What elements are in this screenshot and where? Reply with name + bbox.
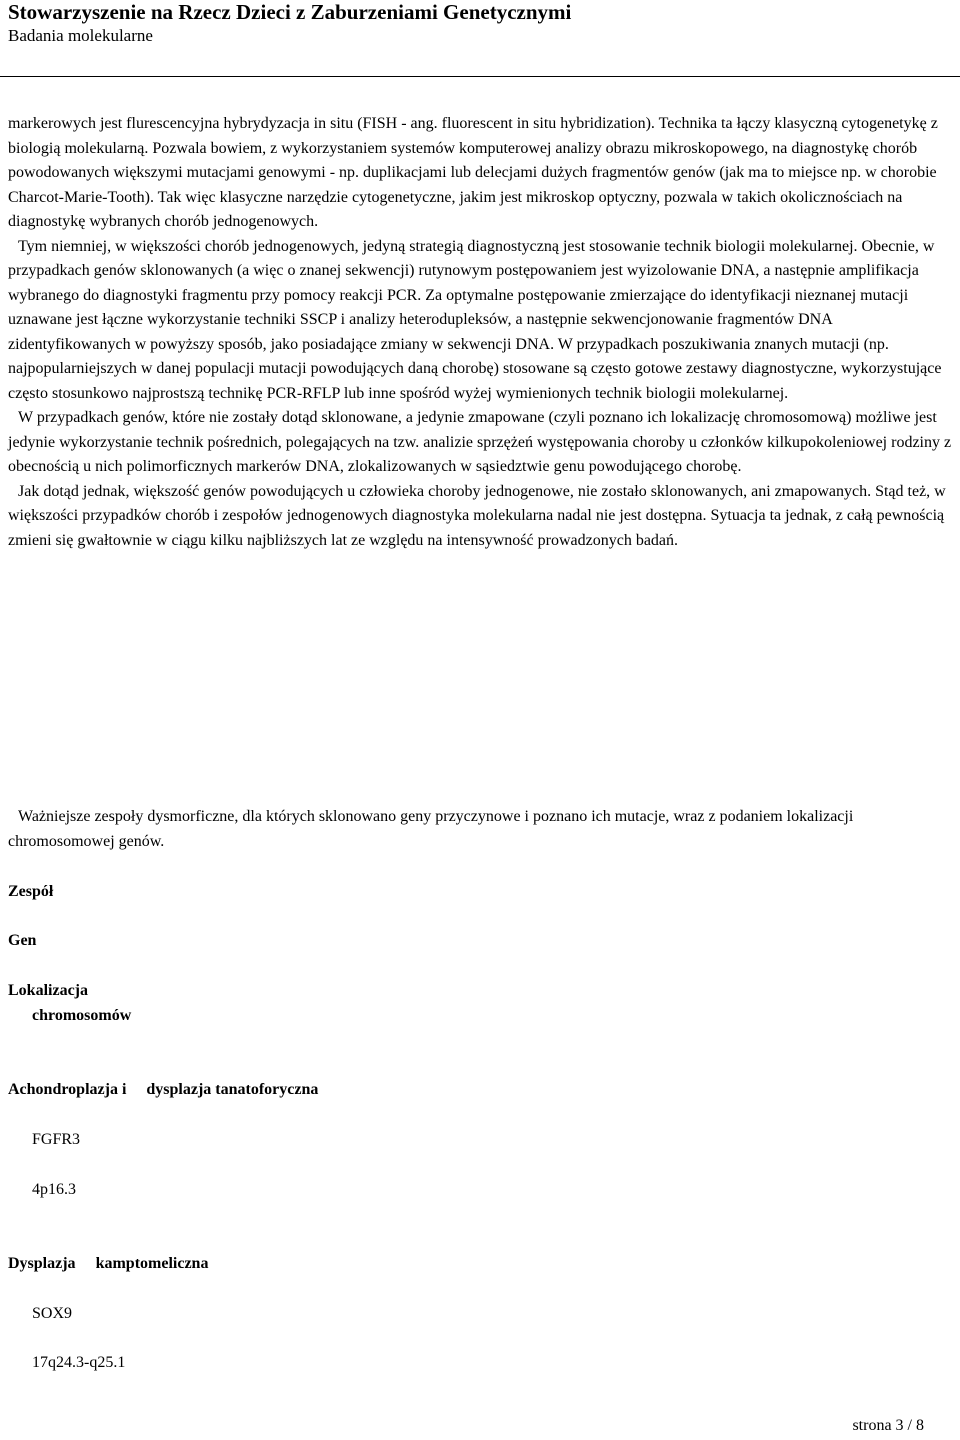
paragraph-1: markerowych jest flurescencyjna hybrydyzacja in situ (FISH - ang. fluorescent in situ hybridization). Technika ta łączy klasyczną cytogenetykę z biologią molekularną. Pozwala bowiem, z wykorzystaniem systemów komputerowej analizy obrazu mikroskopowego, na diagnostykę chorób powodowanych większymi mutacjami genowymi - np. duplikacjami lub delecjami dużych fragmentów genów (jak ma to miejsce np. w chorobie Charcot-Marie-Tooth). Tak więc klasyczne narzędzie cytogenetyczne, jakim jest mikroskop optyczny, pozwala w takich okolicznościach na diagnostykę wybranych chorób jednogenowych.	[8, 115, 938, 230]
paragraph-3: W przypadkach genów, które nie zostały dotąd sklonowane, a jedynie zmapowane (czyli poznano ich lokalizację chromosomową) możliwe jest jedynie wykorzystanie technik pośrednich, polegających na tzw. analizie sprzężeń występowania choroby u członków kilkupokoleniowej rodziny z obecnością u nich polimorficznych markerów DNA, zlokalizowanych w sąsiedztwie genu powodującego chorobę.	[8, 409, 952, 475]
row-2-syndrome-part1: Dysplazja	[8, 1255, 76, 1272]
header-divider	[0, 76, 960, 77]
row-2-location: 17q24.3-q25.1	[32, 1354, 126, 1371]
article-body	[8, 112, 952, 553]
paragraph-2: Tym niemniej, w większości chorób jednogenowych, jedyną strategią diagnostyczną jest stosowanie technik biologii molekularnej. Obecnie, w przypadkach genów sklonowanych (a więc o znanej sekwencji) rutynowym postępowaniem jest wyizolowanie DNA, a następnie amplifikacja wybranego do diagnostyki fragmentu przy pomocy reakcji PCR. Za optymalne postępowanie zmierzające do identyfikacji nieznanej mutacji uznawane jest łączne wykorzystanie techniki SSCP i analizy heterodupleksów, a następnie sekwencjonowanie fragmentów DNA zidentyfikowanych w powyższy sposób, jako posiadające zmiany w sekwencji DNA. W przypadkach poszukiwania znanych mutacji (np. najpopularniejszych w danej populacji mutacji powodujących daną chorobę) stosowane są często gotowe zestawy diagnostyczne, wykorzystujące często stosunkowo najprostszą technikę PCR-RFLP lub inne spośród wyżej wymienionych technik biologii molekularnej.	[8, 237, 942, 402]
column-header-syndrome: Zespół	[8, 883, 54, 900]
column-header-location-line2: chromosomów	[32, 1006, 132, 1024]
page-number: strona 3 / 8	[852, 1417, 924, 1434]
column-header-gene: Gen	[8, 932, 37, 949]
paragraph-4: Jak dotąd jednak, większość genów powodujących u człowieka choroby jednogenowe, nie zostało sklonowanych, ani zmapowanych. Stąd też, w większości przypadków chorób i zespołów jednogenowych diagnostyka molekularna nadal nie jest dostępna. Sytuacja ta jednak, z całą pewnością zmieni się gwałtownie w ciągu kilku najbliższych lat ze względu na intensywność prowadzonych badań.	[8, 482, 946, 549]
row-1-syndrome-part2: dysplazja tanatoforyczna	[146, 1081, 319, 1098]
row-1-location: 4p16.3	[32, 1181, 76, 1198]
row-1-gene: FGFR3	[32, 1131, 81, 1148]
column-header-location-line1: Lokalizacja	[8, 982, 88, 999]
column-header-location	[8, 979, 952, 1028]
organization-title: Stowarzyszenie na Rzecz Dzieci z Zaburzeniami Genetycznymi	[8, 0, 572, 24]
page-header	[8, 0, 952, 48]
row-1-syndrome-part1: Achondroplazja i	[8, 1081, 127, 1098]
table-intro: Ważniejsze zespoły dysmorficzne, dla których sklonowano geny przyczynowe i poznano ich mutacje, wraz z podaniem lokalizacji chromosomowej genów.	[8, 808, 854, 850]
row-1-syndrome	[8, 1078, 952, 1103]
row-2-gene: SOX9	[32, 1305, 73, 1322]
row-2-syndrome	[8, 1252, 952, 1277]
section-subtitle: Badania molekularne	[8, 26, 153, 45]
row-2-syndrome-part2: kamptomeliczna	[95, 1255, 209, 1272]
